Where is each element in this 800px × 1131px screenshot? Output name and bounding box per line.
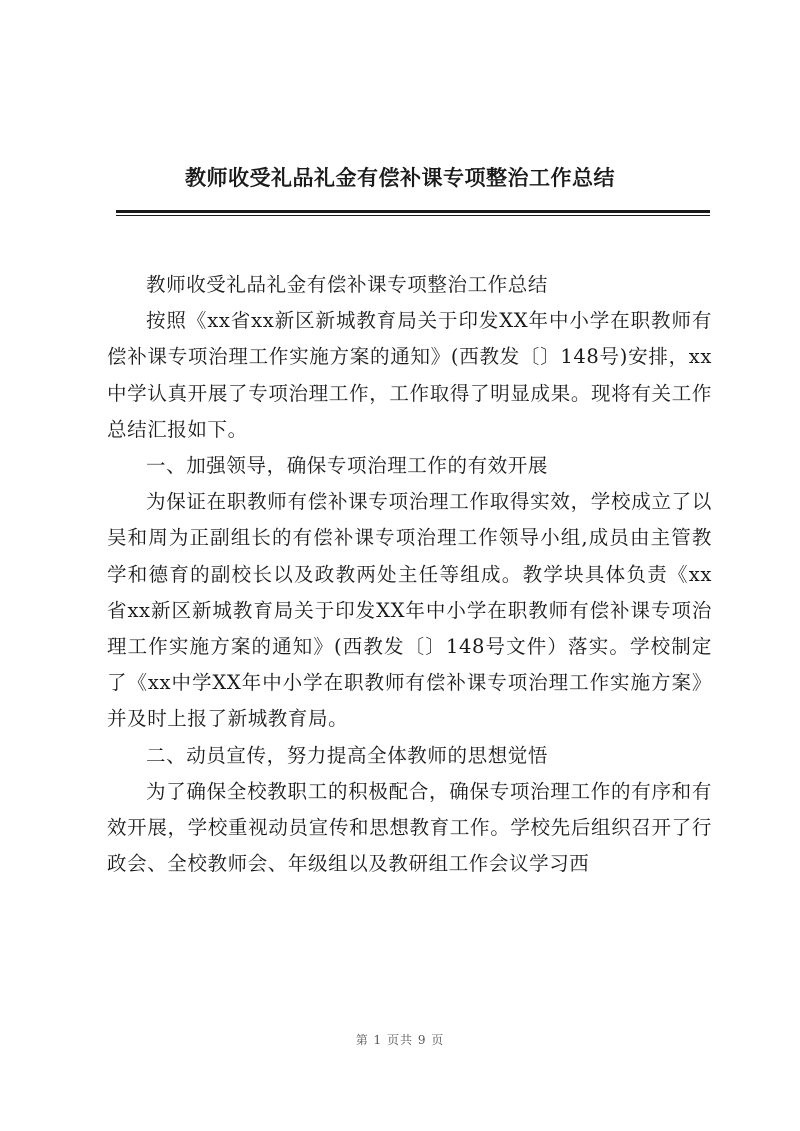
document-body bbox=[107, 267, 712, 882]
section-heading-leadership: 一、加强领导，确保专项治理工作的有效开展 bbox=[146, 454, 549, 478]
paragraph-heading: 教师收受礼品礼金有偿补课专项整治工作总结 bbox=[146, 273, 549, 296]
section-heading-mobilization: 二、动员宣传，努力提高全体教师的思想觉悟 bbox=[146, 743, 549, 767]
paragraph-leadership: 为保证在职教师有偿补课专项治理工作取得实效，学校成立了以吴和周为正副组长的有偿补课专项治理工作领导小组,成员由主管教学和德育的副校长以及政教两处主任等组成。教学块具体负责《xx省xx新区新城教育局关于印发XX年中小学在职教师有偿补课专项治理工作实施方案的通知》(西教发〔〕148号文件）落实。学校制定了《xx中学XX年中小学在职教师有偿补课专项治理工作实施方案》并及时上报了新城教育局。 bbox=[107, 490, 712, 731]
title-divider bbox=[116, 210, 710, 213]
paragraph-intro: 按照《xx省xx新区新城教育局关于印发XX年中小学在职教师有偿补课专项治理工作实施方案的通知》(西教发〔〕148号)安排，xx中学认真开展了专项治理工作，工作取得了明显成果。现将有关工作总结汇报如下。 bbox=[107, 309, 712, 441]
page-title: 教师收受礼品礼金有偿补课专项整治工作总结 bbox=[185, 165, 615, 190]
paragraph-mobilization: 为了确保全校教职工的积极配合，确保专项治理工作的有序和有效开展，学校重视动员宣传和思想教育工作。学校先后组织召开了行政会、全校教师会、年级组以及教研组工作会议学习西 bbox=[107, 779, 712, 876]
page-number-footer: 第 1 页共 9 页 bbox=[355, 1033, 445, 1047]
title-divider-thin bbox=[116, 215, 710, 216]
